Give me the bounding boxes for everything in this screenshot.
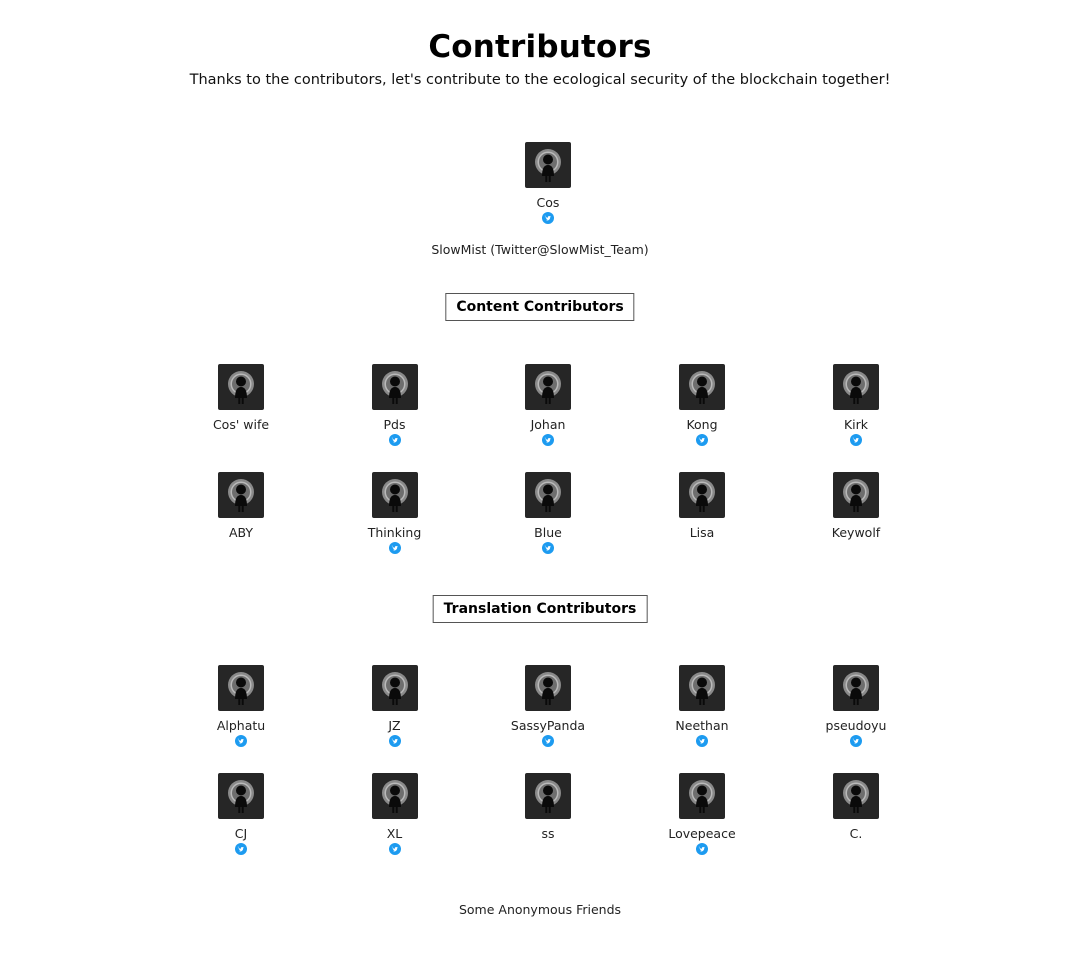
lead-contributor[interactable] [483, 142, 613, 224]
contributor-card[interactable] [176, 773, 306, 855]
contributor-name: CJ [234, 826, 248, 841]
contributor-name: JZ [388, 718, 401, 733]
twitter-icon[interactable] [235, 735, 247, 747]
contributor-card[interactable] [637, 773, 767, 855]
twitter-icon[interactable] [389, 735, 401, 747]
twitter-icon[interactable] [389, 843, 401, 855]
contributor-name: C. [849, 826, 863, 841]
contributor-name: Alphatu [216, 718, 266, 733]
twitter-icon[interactable] [850, 434, 862, 446]
contributor-name: Pds [383, 417, 406, 432]
contributor-card[interactable] [330, 773, 460, 855]
default-avatar-icon[interactable] [372, 364, 418, 410]
contributor-card[interactable] [483, 665, 613, 747]
twitter-icon[interactable] [696, 843, 708, 855]
default-avatar-icon[interactable] [679, 364, 725, 410]
contributor-name: ABY [228, 525, 254, 540]
default-avatar-icon[interactable] [679, 773, 725, 819]
twitter-icon[interactable] [542, 434, 554, 446]
twitter-icon[interactable] [542, 542, 554, 554]
default-avatar-icon[interactable] [525, 773, 571, 819]
contributor-name: ss [541, 826, 555, 841]
contributor-card[interactable] [483, 773, 613, 842]
twitter-icon[interactable] [389, 542, 401, 554]
contributor-card[interactable] [330, 665, 460, 747]
default-avatar-icon[interactable] [525, 142, 571, 188]
contributor-card[interactable] [176, 472, 306, 541]
twitter-icon[interactable] [696, 434, 708, 446]
contributor-card[interactable] [483, 364, 613, 446]
page-subtitle: Thanks to the contributors, let's contribute to the ecological security of the blockchain together! [189, 72, 891, 88]
default-avatar-icon[interactable] [525, 665, 571, 711]
default-avatar-icon[interactable] [218, 472, 264, 518]
default-avatar-icon[interactable] [525, 472, 571, 518]
contributor-card[interactable] [791, 364, 921, 446]
twitter-icon[interactable] [542, 735, 554, 747]
contributor-name: XL [386, 826, 403, 841]
default-avatar-icon[interactable] [218, 665, 264, 711]
default-avatar-icon[interactable] [372, 773, 418, 819]
twitter-icon[interactable] [850, 735, 862, 747]
contributor-card[interactable] [637, 665, 767, 747]
contributor-card[interactable] [791, 665, 921, 747]
default-avatar-icon[interactable] [679, 472, 725, 518]
twitter-icon[interactable] [389, 434, 401, 446]
content-section-header [0, 293, 1080, 323]
default-avatar-icon[interactable] [833, 364, 879, 410]
default-avatar-icon[interactable] [372, 665, 418, 711]
contributor-name: Kong [686, 417, 718, 432]
default-avatar-icon[interactable] [525, 364, 571, 410]
contributor-name: Lovepeace [668, 826, 736, 841]
default-avatar-icon[interactable] [372, 472, 418, 518]
twitter-icon[interactable] [235, 843, 247, 855]
twitter-icon[interactable] [696, 735, 708, 747]
contributor-card[interactable] [637, 364, 767, 446]
default-avatar-icon[interactable] [833, 472, 879, 518]
twitter-icon[interactable] [542, 212, 554, 224]
contributor-name: Cos' wife [212, 417, 270, 432]
contributor-name: Keywolf [831, 525, 881, 540]
contributor-name: SassyPanda [510, 718, 586, 733]
contributor-card[interactable] [483, 472, 613, 554]
contributor-name: pseudoyu [825, 718, 887, 733]
contributor-card[interactable] [791, 472, 921, 541]
contributor-card[interactable] [176, 665, 306, 747]
content-contributors-heading: Content Contributors [445, 293, 634, 321]
contributor-name: Neethan [675, 718, 729, 733]
contributor-name: Kirk [843, 417, 869, 432]
default-avatar-icon[interactable] [833, 665, 879, 711]
translation-section-header [0, 595, 1080, 625]
contributor-card[interactable] [637, 472, 767, 541]
contributor-name: Thinking [367, 525, 422, 540]
contributor-card[interactable] [176, 364, 306, 433]
default-avatar-icon[interactable] [833, 773, 879, 819]
page-title: Contributors [428, 28, 652, 65]
lead-organization[interactable]: SlowMist (Twitter@SlowMist_Team) [431, 242, 649, 257]
default-avatar-icon[interactable] [679, 665, 725, 711]
anonymous-friends-note: Some Anonymous Friends [458, 902, 622, 917]
contributor-card[interactable] [330, 364, 460, 446]
contributor-name: Blue [534, 525, 562, 540]
contributor-name: Lisa [689, 525, 715, 540]
default-avatar-icon[interactable] [218, 364, 264, 410]
contributor-name: Johan [530, 417, 566, 432]
contributor-card[interactable] [791, 773, 921, 842]
contributor-card[interactable] [330, 472, 460, 554]
translation-contributors-heading: Translation Contributors [433, 595, 648, 623]
contributor-name: Cos [536, 195, 560, 210]
default-avatar-icon[interactable] [218, 773, 264, 819]
